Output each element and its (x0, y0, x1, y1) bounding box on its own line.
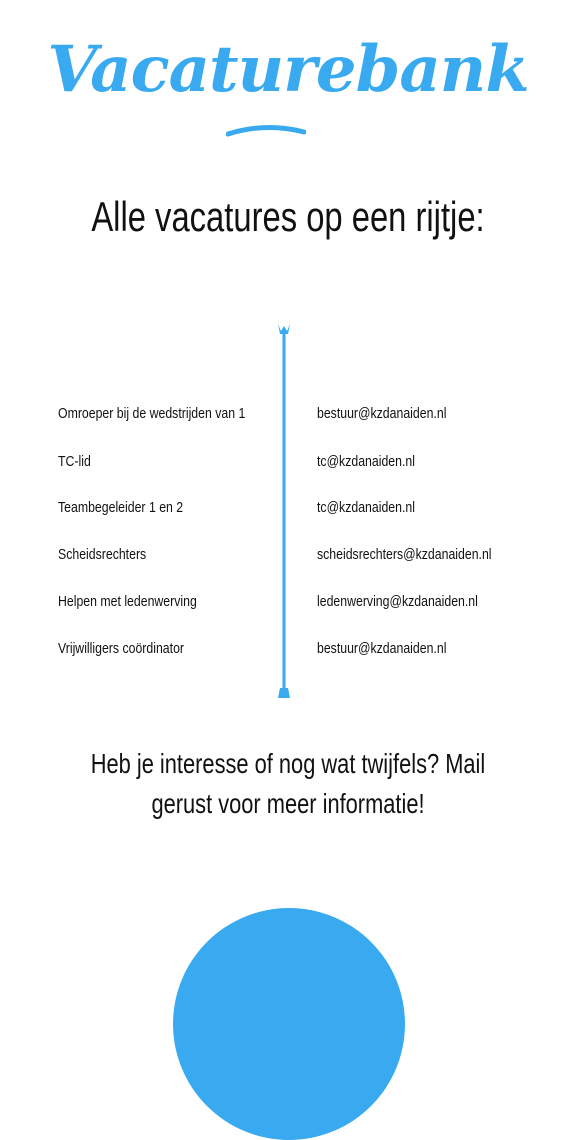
logo-swoosh-icon (226, 122, 306, 138)
vacancy-email[interactable]: scheidsrechters@kzdanaiden.nl (317, 546, 492, 563)
vacancy-role: Vrijwilligers coördinator (58, 640, 185, 657)
cta-line-2: gerust voor meer informatie! (151, 788, 425, 819)
vertical-divider-icon (276, 322, 292, 700)
vacancy-email[interactable]: bestuur@kzdanaiden.nl (317, 640, 447, 657)
vacancy-role: TC-lid (58, 453, 91, 470)
vacancy-email[interactable]: bestuur@kzdanaiden.nl (317, 405, 447, 422)
vacancy-role: Omroeper bij de wedstrijden van 1 (58, 405, 246, 422)
vacancy-email[interactable]: ledenwerving@kzdanaiden.nl (317, 593, 478, 610)
vacancy-role: Scheidsrechters (58, 546, 147, 563)
vacancy-email[interactable]: tc@kzdanaiden.nl (317, 499, 415, 516)
vacancy-role: Teambegeleider 1 en 2 (58, 499, 184, 516)
cta-line-1: Heb je interesse of nog wat twijfels? Mail (90, 748, 486, 779)
vacancy-role: Helpen met ledenwerving (58, 593, 197, 610)
page-headline: Alle vacatures op een rijtje: (91, 193, 485, 240)
half-circle-icon (173, 908, 405, 1140)
vacancy-email[interactable]: tc@kzdanaiden.nl (317, 453, 415, 470)
vacaturebank-logo: Vacaturebank (47, 32, 529, 107)
contact-call-to-action (0, 744, 576, 824)
